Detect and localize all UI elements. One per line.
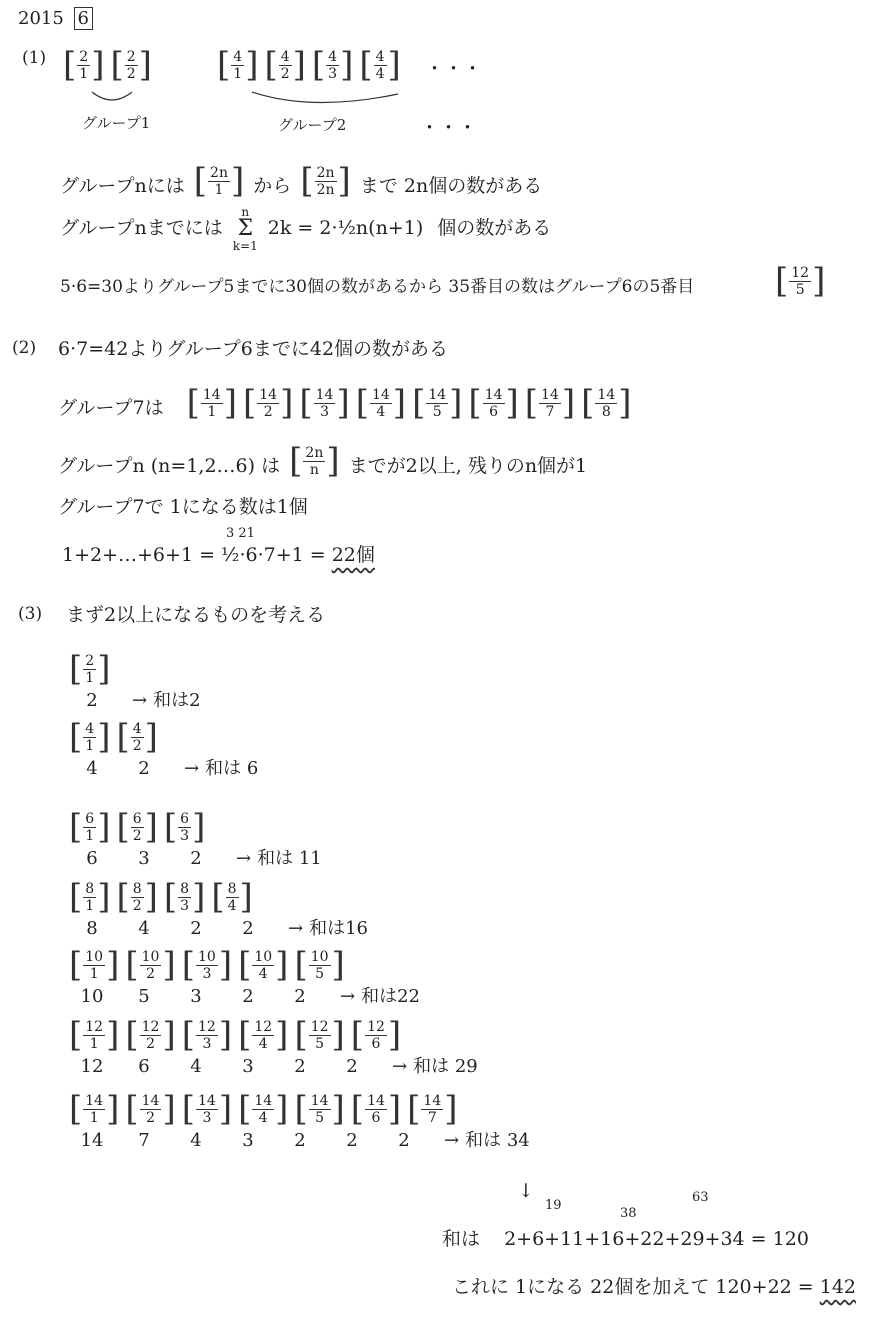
row-value: 4 <box>190 1056 202 1077</box>
denominator: 6 <box>371 1035 381 1052</box>
text: グループn (n=1,2…6) は <box>58 455 281 477</box>
row-value: 2 <box>190 848 202 869</box>
gauss-bracket-fraction: [ $\frac{10}{4}$ ] <box>238 945 289 985</box>
gauss-bracket-fraction: [ $\frac{10}{3}$ ] <box>181 945 233 985</box>
arrow-right-icon: → <box>444 1130 460 1151</box>
gauss-bracket-fraction: [ $\frac{10}{1}$ ] <box>69 945 120 985</box>
gauss-bracket-fraction: [ $\frac{6}{3}$ ] <box>163 807 206 847</box>
gauss-bracket-fraction: [ $\frac{12}{6}$ ] <box>350 1015 402 1055</box>
row-value: 3 <box>138 848 150 869</box>
part1-answer <box>772 261 828 301</box>
numerator: 6 <box>85 810 95 827</box>
part2-label: (2) <box>12 338 37 358</box>
gauss-bracket-fraction: [ $\frac{14}{7}$ ] <box>524 383 576 423</box>
numerator: 10 <box>310 948 329 965</box>
row-sum: 和は 6 <box>205 758 259 779</box>
part1-label: (1) <box>22 48 47 68</box>
row-sum: 和は 11 <box>257 848 322 869</box>
text: まで 2n個の数がある <box>359 175 543 197</box>
row-value: 14 <box>80 1130 104 1151</box>
gauss-bracket-fraction: [ $\frac{14}{3}$ ] <box>299 383 350 423</box>
gauss-bracket-fraction: [ $\frac{14}{2}$ ] <box>242 383 294 423</box>
denominator: 1 <box>79 65 89 82</box>
part3-row-values <box>66 754 258 780</box>
part3-row-values <box>66 844 322 870</box>
group2-label: グループ2 <box>278 116 347 134</box>
arrow-right-icon: → <box>236 848 252 869</box>
numerator: 6 <box>180 810 190 827</box>
gauss-bracket-fraction: [ $\frac{4}{1}$ ] <box>69 717 111 757</box>
denominator: 5 <box>795 281 805 298</box>
part1-line1 <box>60 161 543 201</box>
numerator: 8 <box>132 880 142 897</box>
part3-row-fractions <box>66 807 208 847</box>
denominator: 2 <box>132 737 142 754</box>
part2-line1: 6·7=42よりグループ6までに42個の数がある <box>58 338 449 360</box>
arrow-right-icon: → <box>392 1056 408 1077</box>
denominator: 1 <box>89 965 99 982</box>
gauss-bracket-fraction: [ $\frac{14}{6}$ ] <box>468 383 519 423</box>
row-value: 7 <box>138 1130 150 1151</box>
gauss-bracket-fraction: [ $\frac{4}{2}$ ] <box>264 45 306 85</box>
row-value: 2 <box>138 758 150 779</box>
arrow-right-icon: → <box>288 918 304 939</box>
denominator: 2 <box>126 65 136 82</box>
total-expression: 2+6+11+16+22+29+34 = 120 <box>504 1228 809 1250</box>
numerator: 10 <box>85 948 104 965</box>
denominator: 3 <box>328 65 338 82</box>
gauss-bracket-fraction: [ $\frac{14}{5}$ ] <box>412 383 463 423</box>
gauss-bracket-fraction: [ $\frac{2}{2}$ ] <box>110 45 152 85</box>
numerator: 8 <box>85 880 95 897</box>
sigma-bottom: k=1 <box>232 239 258 253</box>
part2-line4: グループ7で 1になる数は1個 <box>58 496 308 518</box>
denominator: 1 <box>85 737 95 754</box>
row-sum: 和は2 <box>153 690 201 711</box>
sum-formula: 2k = 2·½n(n+1) <box>267 217 424 239</box>
gauss-bracket-fraction: [ $\frac{4}{4}$ ] <box>359 45 401 85</box>
gauss-bracket-fraction: [ $\frac{6}{1}$ ] <box>69 807 111 847</box>
denominator: 2 <box>146 1109 155 1126</box>
denominator: 7 <box>427 1109 437 1126</box>
denominator: 5 <box>315 965 325 982</box>
numerator: 12 <box>367 1018 385 1035</box>
gauss-bracket-fraction: [ $\frac{2n}{2n}$ ] <box>300 161 351 201</box>
numerator: 10 <box>141 948 160 965</box>
arrow-right-icon: → <box>340 986 356 1007</box>
denominator: 6 <box>371 1109 381 1126</box>
arrow-right-icon: → <box>132 690 148 711</box>
numerator: 4 <box>328 48 338 65</box>
gauss-bracket-fraction: [ $\frac{2}{1}$ ] <box>69 649 111 689</box>
gauss-bracket-fraction: [ $\frac{14}{8}$ ] <box>581 383 632 423</box>
part3-row-fractions <box>66 649 113 689</box>
part3-row-fractions <box>66 945 348 985</box>
row-value: 6 <box>86 848 98 869</box>
text: 1+2+…+6+1 = ½·6·7+1 = <box>62 544 332 566</box>
gauss-bracket-fraction: [ $\frac{8}{4}$ ] <box>211 877 253 917</box>
gauss-bracket-fraction: [ $\frac{12}{1}$ ] <box>69 1015 120 1055</box>
row-value: 2 <box>398 1130 410 1151</box>
denominator: 1 <box>214 181 224 198</box>
denominator: 1 <box>89 1035 99 1052</box>
numerator: 10 <box>254 948 273 965</box>
numerator: 2 <box>79 48 89 65</box>
gauss-bracket-fraction: [ $\frac{14}{4}$ ] <box>238 1089 289 1129</box>
numerator: 12 <box>85 1018 104 1035</box>
row-value: 5 <box>138 986 150 1007</box>
text: グループnまでには <box>60 217 223 239</box>
row-value: 2 <box>190 918 202 939</box>
numerator: 14 <box>310 1092 329 1109</box>
cancel-notes: 3 21 <box>226 526 255 541</box>
denominator: 8 <box>601 403 611 420</box>
text: から <box>253 175 292 197</box>
gauss-bracket-fraction: [ $\frac{14}{1}$ ] <box>186 383 237 423</box>
numerator: 12 <box>197 1018 216 1035</box>
denominator: 1 <box>85 897 95 914</box>
part2-line3 <box>58 441 588 481</box>
gauss-bracket-fraction: [ $\frac{14}{4}$ ] <box>355 383 407 423</box>
row-sum: 和は 29 <box>413 1056 478 1077</box>
part2-line2 <box>58 383 635 423</box>
row-value: 2 <box>294 986 306 1007</box>
row-sum: 和は16 <box>309 918 368 939</box>
part3-row-values <box>66 914 368 940</box>
denominator: 3 <box>202 965 212 982</box>
text: 和は <box>442 1228 481 1250</box>
problem-number: 6 <box>74 7 93 30</box>
gauss-bracket-fraction: [ $\frac{8}{2}$ ] <box>116 877 158 917</box>
sigma-symbol: n Σ k=1 <box>232 205 258 253</box>
gauss-bracket-fraction: [ $\frac{6}{2}$ ] <box>116 807 158 847</box>
denominator: 2 <box>263 403 273 420</box>
numerator: 4 <box>85 720 95 737</box>
part3-label: (3) <box>18 604 43 624</box>
partial-63: 63 <box>692 1190 709 1205</box>
numerator: 12 <box>141 1018 160 1035</box>
denominator: 2 <box>146 965 155 982</box>
gauss-bracket-fraction: [ $\frac{2n}{1}$ ] <box>193 161 245 201</box>
denominator: 1 <box>233 65 243 82</box>
denominator: 7 <box>545 403 555 420</box>
final-answer: 142 <box>819 1276 857 1298</box>
denominator: 4 <box>258 965 268 982</box>
denominator: 5 <box>315 1035 325 1052</box>
gauss-bracket-fraction: [ $\frac{2n}{n}$ ] <box>289 441 340 481</box>
part1-line3: 5·6=30よりグループ5までに30個の数があるから 35番目の数はグループ6の5番目 <box>60 277 695 297</box>
denominator: n <box>309 461 319 478</box>
numerator: 6 <box>132 810 142 827</box>
denominator: 4 <box>376 403 386 420</box>
row-value: 6 <box>138 1056 150 1077</box>
gauss-bracket-fraction: [ $\frac{14}{3}$ ] <box>181 1089 233 1129</box>
gauss-bracket-fraction: [ $\frac{12}{3}$ ] <box>181 1015 233 1055</box>
numerator: 2n <box>210 164 228 181</box>
text: これに 1になる 22個を加えて 120+22 = <box>452 1276 820 1298</box>
gauss-bracket-fraction: [ $\frac{10}{2}$ ] <box>125 945 176 985</box>
part3-row-fractions <box>66 1089 461 1129</box>
gauss-bracket-fraction: [ $\frac{4}{3}$ ] <box>311 45 354 85</box>
row-value: 2 <box>346 1056 358 1077</box>
numerator: 14 <box>202 386 221 403</box>
part2-answer: 22個 <box>331 544 375 566</box>
numerator: 4 <box>132 720 142 737</box>
group-dots: ・・・ <box>420 117 478 139</box>
text: グループnには <box>60 175 185 197</box>
row-value: 4 <box>86 758 98 779</box>
numerator: 12 <box>310 1018 329 1035</box>
numerator: 14 <box>484 386 503 403</box>
numerator: 4 <box>375 48 385 65</box>
part3-row-fractions <box>66 1015 404 1055</box>
sigma-top: n <box>241 205 250 219</box>
numerator: 14 <box>371 386 390 403</box>
denominator: 2 <box>146 1035 155 1052</box>
arrow-right-icon: → <box>184 758 200 779</box>
numerator: 4 <box>233 48 243 65</box>
numerator: 14 <box>197 1092 216 1109</box>
numerator: 14 <box>423 1092 442 1109</box>
part3-row-fractions <box>66 877 256 917</box>
denominator: 1 <box>85 669 95 686</box>
numerator: 8 <box>180 880 190 897</box>
part3-intro: まず2以上になるものを考える <box>66 604 326 626</box>
numerator: 2 <box>85 652 95 669</box>
total-line <box>442 1228 809 1250</box>
numerator: 14 <box>597 386 616 403</box>
denominator: 4 <box>258 1109 268 1126</box>
denominator: 5 <box>315 1109 325 1126</box>
numerator: 2n <box>316 164 335 181</box>
denominator: 4 <box>227 897 237 914</box>
numerator: 14 <box>367 1092 385 1109</box>
gauss-bracket-fraction: [ $\frac{12}{4}$ ] <box>238 1015 289 1055</box>
denominator: 1 <box>85 827 95 844</box>
text: 個の数がある <box>437 217 552 239</box>
row-value: 3 <box>190 986 202 1007</box>
part3-row-values <box>66 982 420 1008</box>
row-value: 4 <box>190 1130 202 1151</box>
denominator: 3 <box>320 403 329 420</box>
numerator: 2n <box>305 444 324 461</box>
numerator: 4 <box>280 48 290 65</box>
final-line <box>452 1276 856 1298</box>
gauss-bracket-fraction: [ $\frac{12}{2}$ ] <box>125 1015 176 1055</box>
numerator: 14 <box>428 386 447 403</box>
numerator: 14 <box>254 1092 273 1109</box>
partial-19: 19 <box>545 1198 562 1213</box>
denominator: 2 <box>132 827 142 844</box>
denominator: 3 <box>180 827 190 844</box>
denominator: 2 <box>132 897 142 914</box>
part3-row-values <box>66 1052 478 1078</box>
denominator: 3 <box>180 897 190 914</box>
part3-row-values <box>66 686 201 712</box>
numerator: 8 <box>227 880 237 897</box>
partial-38: 38 <box>620 1206 637 1221</box>
denominator: 6 <box>489 403 499 420</box>
denominator: 1 <box>207 403 217 420</box>
denominator: 3 <box>202 1109 212 1126</box>
row-sum: 和は22 <box>361 986 420 1007</box>
gauss-bracket-fraction: [ $\frac{14}{5}$ ] <box>294 1089 345 1129</box>
arrow-down: ↓ <box>518 1180 534 1202</box>
sequence-dots: ・・・ <box>425 58 483 80</box>
gauss-bracket-fraction: [ $\frac{4}{1}$ ] <box>217 45 259 85</box>
group1-label: グループ1 <box>82 114 151 132</box>
gauss-bracket-fraction: [ $\frac{14}{1}$ ] <box>69 1089 120 1129</box>
gauss-bracket-fraction: [ $\frac{12}{5}$ ] <box>294 1015 345 1055</box>
year: 2015 <box>18 8 64 29</box>
denominator: 2n <box>316 181 335 198</box>
gauss-bracket-fraction: [ $\frac{8}{1}$ ] <box>69 877 111 917</box>
denominator: 4 <box>375 65 385 82</box>
numerator: 2 <box>126 48 136 65</box>
row-value: 2 <box>294 1130 306 1151</box>
part1-answer-fraction: [ $\frac{12}{5}$ ] <box>775 261 826 301</box>
row-value: 2 <box>294 1056 306 1077</box>
text: までが2以上, 残りのn個が1 <box>348 455 588 477</box>
numerator: 12 <box>791 264 810 281</box>
gauss-bracket-fraction: [ $\frac{10}{5}$ ] <box>294 945 345 985</box>
gauss-bracket-fraction: [ $\frac{14}{6}$ ] <box>350 1089 402 1129</box>
numerator: 14 <box>541 386 559 403</box>
numerator: 14 <box>315 386 334 403</box>
row-value: 3 <box>242 1130 254 1151</box>
row-value: 12 <box>80 1056 104 1077</box>
numerator: 14 <box>85 1092 104 1109</box>
row-value: 10 <box>80 986 104 1007</box>
part3-row-fractions <box>66 717 161 757</box>
gauss-bracket-fraction: [ $\frac{8}{3}$ ] <box>163 877 206 917</box>
part1-line2 <box>60 206 551 252</box>
row-value: 2 <box>86 690 98 711</box>
row-value: 2 <box>346 1130 358 1151</box>
part3-row-values <box>66 1126 530 1152</box>
gauss-bracket-fraction: [ $\frac{14}{7}$ ] <box>407 1089 458 1129</box>
row-value: 2 <box>242 918 254 939</box>
denominator: 5 <box>432 403 442 420</box>
row-value: 4 <box>138 918 150 939</box>
row-value: 8 <box>86 918 98 939</box>
denominator: 4 <box>258 1035 268 1052</box>
text: グループ7は <box>58 397 164 419</box>
row-sum: 和は 34 <box>465 1130 530 1151</box>
gauss-bracket-fraction: [ $\frac{2}{1}$ ] <box>63 45 105 85</box>
denominator: 1 <box>89 1109 99 1126</box>
denominator: 2 <box>280 65 290 82</box>
numerator: 10 <box>197 948 216 965</box>
numerator: 14 <box>141 1092 160 1109</box>
gauss-bracket-fraction: [ $\frac{14}{2}$ ] <box>125 1089 176 1129</box>
gauss-bracket-fraction: [ $\frac{4}{2}$ ] <box>116 717 158 757</box>
denominator: 3 <box>202 1035 212 1052</box>
numerator: 12 <box>254 1018 273 1035</box>
part2-line5 <box>62 544 375 566</box>
row-value: 3 <box>242 1056 254 1077</box>
row-value: 2 <box>242 986 254 1007</box>
numerator: 14 <box>259 386 278 403</box>
